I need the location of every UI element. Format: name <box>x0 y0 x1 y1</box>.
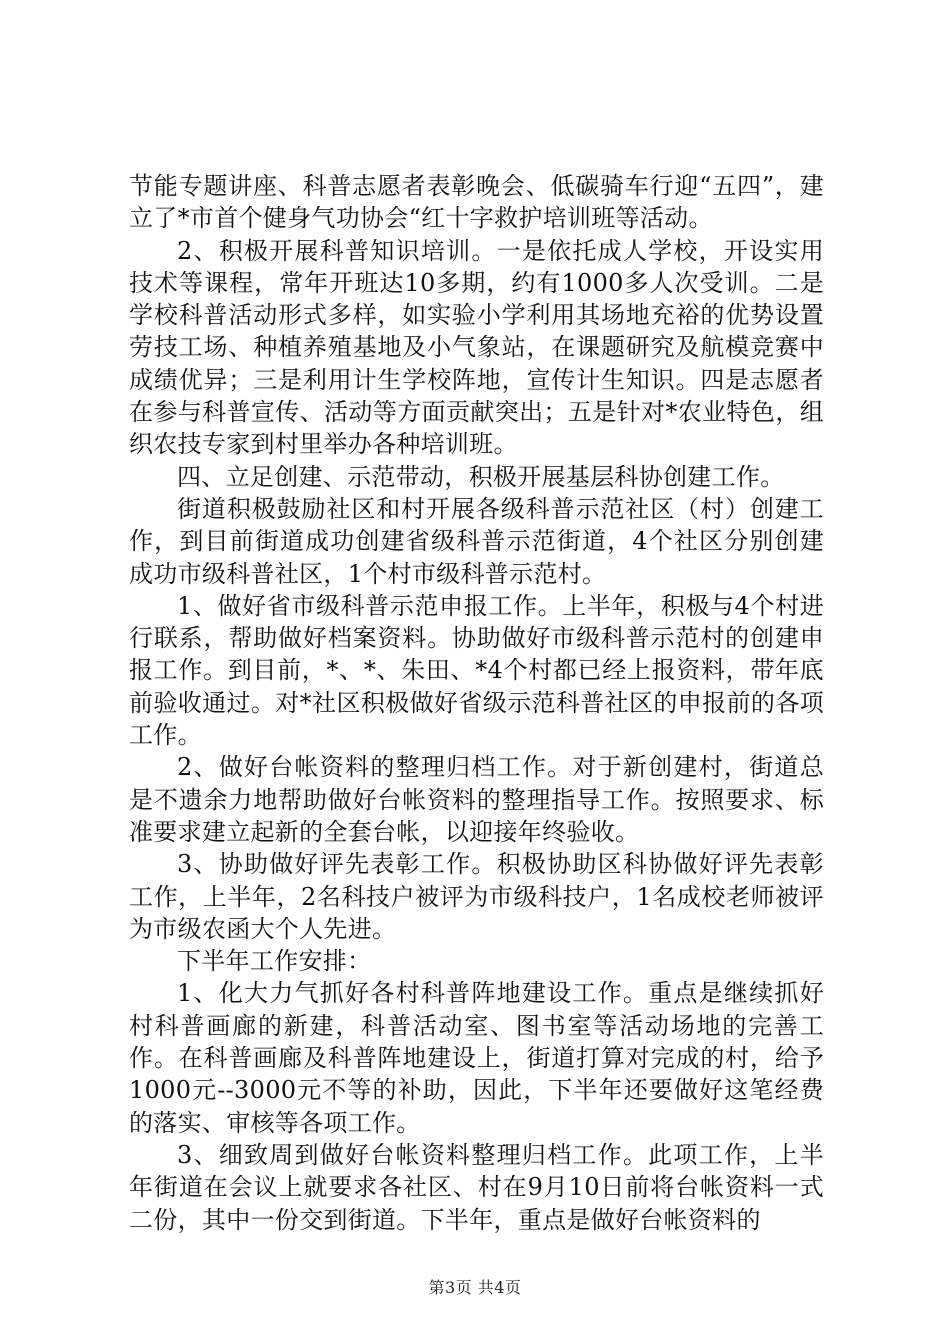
section-heading-4: 四、立足创建、示范带动，积极开展基层科协创建工作。 <box>177 462 785 491</box>
paragraph-2: 2、积极开展科普知识培训。一是依托成人学校，开设实用技术等课程，常年开班达10多期，约有1000多人次受训。二是学校科普活动形式多样，如实验小学利用其场地充裕的优势设置劳技工场、种植养殖基地及小气象站，在课题研究及航模竞赛中成绩优异；三是利用计生学校阵地，宣传计生知识。四是志愿者在参与科普宣传、活动等方面贡献突出；五是针对*农业特色，组织农技专家到村里举办各种培训班。 <box>129 236 824 459</box>
paragraph-7: 3、协助做好评先表彰工作。积极协助区科协做好评先表彰工作，上半年，2名科技户被评为市级科技户，1名成校老师被评为市级农函大个人先进。 <box>129 850 824 943</box>
paragraph-10: 3、细致周到做好台帐资料整理归档工作。此项工作，上半年街道在会议上就要求各社区、村在9月10日前将台帐资料一式二份，其中一份交到街道。下半年，重点是做好台帐资料的 <box>129 1140 824 1234</box>
document-body <box>129 170 824 1236</box>
section-heading-plan: 下半年工作安排： <box>177 947 372 976</box>
paragraph-5: 1、做好省市级科普示范申报工作。上半年，积极与4个村进行联系，帮助做好档案资料。协助做好市级科普示范村的创建申报工作。到目前，*、*、朱田、*4个村都已经上报资料，带年底前验收通过。对*社区积极做好省级示范科普社区的申报前的各项工作。 <box>129 591 824 750</box>
paragraph-9: 1、化大力气抓好各村科普阵地建设工作。重点是继续抓好村科普画廊的新建，科普活动室、图书室等活动场地的完善工作。在科普画廊及科普阵地建设上，街道打算对完成的村，给予1000元--3000元不等的补助，因此，下半年还要做好这笔经费的落实、审核等各项工作。 <box>129 979 824 1137</box>
page-number-footer: 第3页 共4页 <box>428 1278 522 1297</box>
paragraph-4: 街道积极鼓励社区和村开展各级科普示范社区（村）创建工作，到目前街道成功创建省级科普示范街道，4个社区分别创建成功市级科普社区，1个村市级科普示范村。 <box>129 494 824 588</box>
paragraph-6: 2、做好台帐资料的整理归档工作。对于新创建村，街道总是不遗余力地帮助做好台帐资料的整理指导工作。按照要求、标准要求建立起新的全套台帐，以迎接年终验收。 <box>129 753 824 846</box>
paragraph-1: 节能专题讲座、科普志愿者表彰晚会、低碳骑车行迎“五四”，建立了*市首个健身气功协会“红十字救护培训班等活动。 <box>129 172 824 233</box>
